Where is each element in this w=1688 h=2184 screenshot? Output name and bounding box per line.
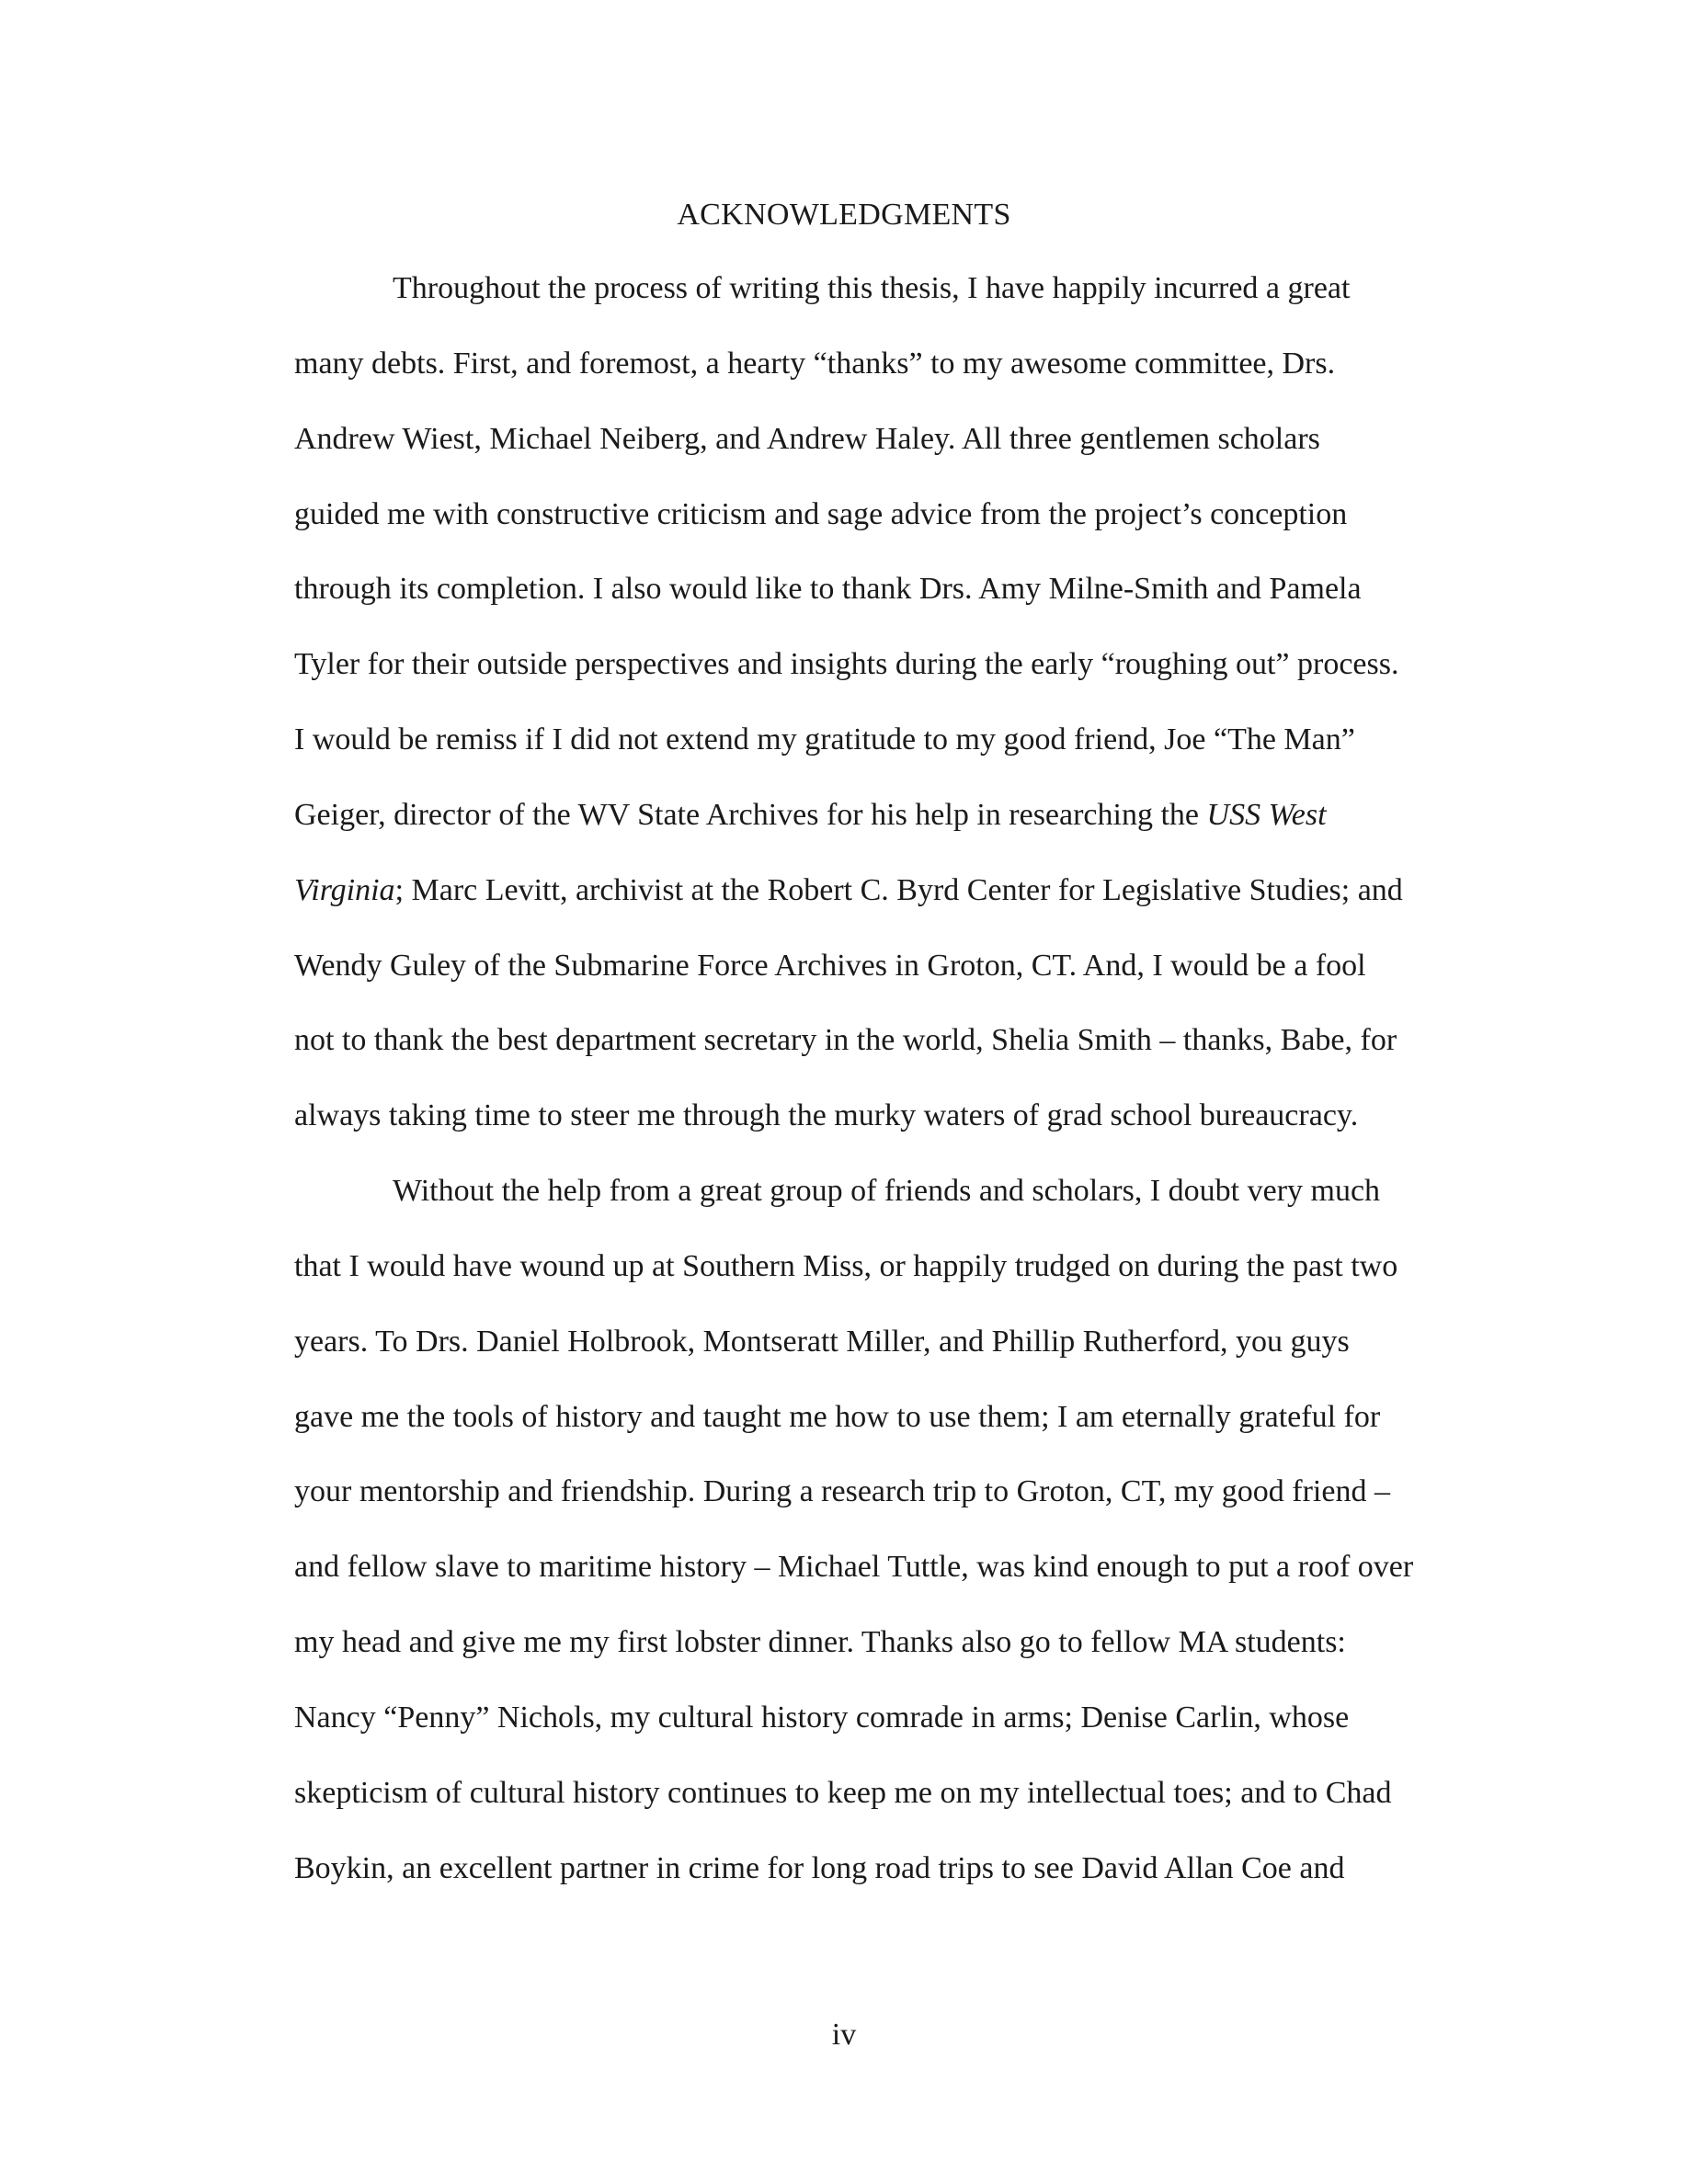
line-text: Wendy Guley of the Submarine Force Archives in Groton, CT. And, I would be a fool <box>294 949 1366 983</box>
text-line <box>294 415 1489 463</box>
line-text: that I would have wound up at Southern Miss, or happily trudged on during the past two <box>294 1249 1398 1283</box>
text-line <box>294 867 1489 915</box>
line-text: gave me the tools of history and taught me how to use them; I am eternally grateful for <box>294 1400 1381 1434</box>
text-line <box>294 1769 1489 1817</box>
text-line <box>294 1393 1489 1441</box>
text-line <box>294 565 1489 613</box>
text-line <box>393 1167 1588 1215</box>
line-text: Andrew Wiest, Michael Neiberg, and Andrew Haley. All three gentlemen scholars <box>294 422 1320 456</box>
line-text: always taking time to steer me through the murky waters of grad school bureaucracy. <box>294 1098 1359 1132</box>
text-line <box>294 1243 1489 1291</box>
line-text: through its completion. I also would like to thank Drs. Amy Milne-Smith and Pamela <box>294 572 1362 606</box>
text-line <box>294 340 1489 388</box>
text-line <box>294 1092 1489 1140</box>
text-line <box>294 1845 1489 1893</box>
line-text: my head and give me my first lobster dinner. Thanks also go to fellow MA students: <box>294 1625 1346 1659</box>
text-line <box>294 1017 1489 1064</box>
ship-name-italic: Virginia <box>294 873 395 907</box>
line-text: Geiger, director of the WV State Archives for his help in researching the <box>294 798 1207 832</box>
page-number: iv <box>831 2018 857 2052</box>
line-text: Tyler for their outside perspectives and insights during the early “roughing out” process. <box>294 647 1399 681</box>
text-line <box>393 265 1588 313</box>
line-text: years. To Drs. Daniel Holbrook, Montseratt Miller, and Phillip Rutherford, you guys <box>294 1325 1350 1359</box>
line-text: Boykin, an excellent partner in crime for long road trips to see David Allan Coe and <box>294 1851 1345 1885</box>
line-text: I would be remiss if I did not extend my gratitude to my good friend, Joe “The Man” <box>294 722 1355 756</box>
line-text: your mentorship and friendship. During a research trip to Groton, CT, my good friend – <box>294 1474 1390 1508</box>
text-line <box>294 716 1489 764</box>
text-line <box>294 491 1489 539</box>
line-text: and fellow slave to maritime history – Michael Tuttle, was kind enough to put a roof over <box>294 1550 1414 1584</box>
text-line <box>294 641 1489 688</box>
text-line <box>294 1543 1489 1591</box>
text-line <box>294 942 1489 990</box>
text-line <box>294 1694 1489 1742</box>
text-line <box>294 791 1489 839</box>
text-line <box>294 1468 1489 1516</box>
text-line <box>294 1318 1489 1366</box>
ship-name-italic: USS West <box>1206 798 1327 832</box>
page-heading: ACKNOWLEDGMENTS <box>677 198 1011 232</box>
text-line <box>294 1619 1489 1666</box>
line-text: Throughout the process of writing this thesis, I have happily incurred a great <box>393 271 1351 305</box>
line-text: Nancy “Penny” Nichols, my cultural history comrade in arms; Denise Carlin, whose <box>294 1701 1350 1735</box>
line-text: ; Marc Levitt, archivist at the Robert C. Byrd Center for Legislative Studies; and <box>394 873 1403 907</box>
line-text: Without the help from a great group of friends and scholars, I doubt very much <box>393 1174 1381 1208</box>
line-text: skepticism of cultural history continues to keep me on my intellectual toes; and to Chad <box>294 1776 1392 1810</box>
line-text: many debts. First, and foremost, a hearty “thanks” to my awesome committee, Drs. <box>294 347 1336 381</box>
line-text: guided me with constructive criticism and sage advice from the project’s conception <box>294 497 1348 531</box>
line-text: not to thank the best department secretary in the world, Shelia Smith – thanks, Babe, for <box>294 1023 1397 1057</box>
